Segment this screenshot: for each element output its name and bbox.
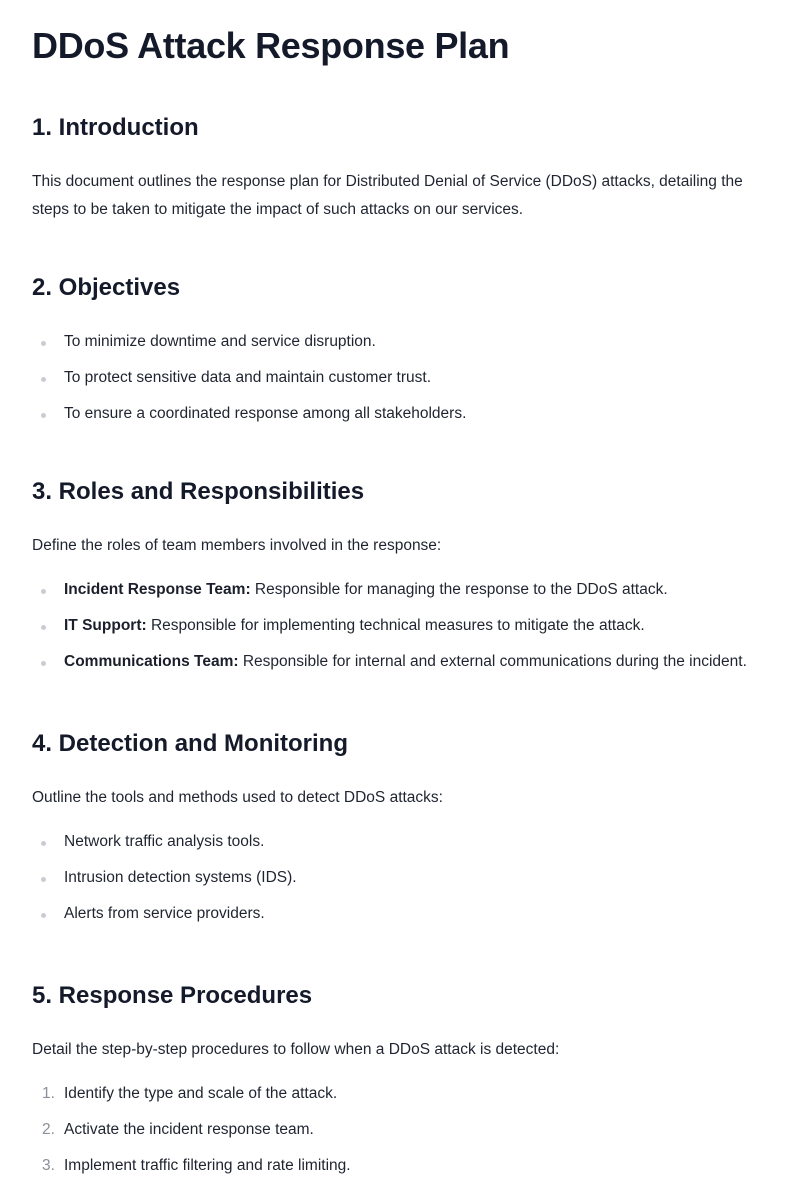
section-heading: 4. Detection and Monitoring: [32, 730, 348, 757]
role-description: Responsible for managing the response to the DDoS attack.: [250, 581, 668, 598]
list-item: [32, 616, 768, 636]
section-heading: 2. Objectives: [32, 274, 181, 301]
section-procedures: [32, 980, 768, 1192]
section-heading: 5. Response Procedures: [32, 982, 313, 1009]
role-term: Communications Team:: [64, 653, 239, 670]
section-roles: [32, 476, 768, 688]
list-item: [32, 1156, 768, 1176]
list-item: [32, 580, 768, 600]
roles-intro: Define the roles of team members involved in the response:: [32, 537, 442, 554]
objectives-list: [32, 332, 768, 424]
list-item: To ensure a coordinated response among all stakeholders.: [32, 404, 768, 424]
step-text: Identify the type and scale of the attack.: [64, 1085, 338, 1102]
intro-paragraph: This document outlines the response plan for Distributed Denial of Service (DDoS) attacks, detailing the steps to be taken to mitigate the impact of such attacks on our services.: [32, 173, 743, 218]
list-item: [32, 652, 768, 672]
list-item: Alerts from service providers.: [32, 904, 768, 924]
roles-list: [32, 580, 768, 672]
section-detection: [32, 728, 768, 940]
list-item: To protect sensitive data and maintain customer trust.: [32, 368, 768, 388]
section-heading: 1. Introduction: [32, 114, 199, 141]
step-number: 2.: [42, 1121, 55, 1138]
list-item: Network traffic analysis tools.: [32, 832, 768, 852]
procedures-list: [32, 1084, 768, 1176]
detection-intro: Outline the tools and methods used to detect DDoS attacks:: [32, 789, 443, 806]
step-number: 3.: [42, 1157, 55, 1174]
role-description: Responsible for internal and external communications during the incident.: [238, 653, 747, 670]
list-item: To minimize downtime and service disruption.: [32, 332, 768, 352]
detection-list: [32, 832, 768, 924]
list-item: [32, 1084, 768, 1104]
role-term: IT Support:: [64, 617, 147, 634]
step-text: Implement traffic filtering and rate limiting.: [64, 1157, 351, 1174]
list-item: [32, 1120, 768, 1140]
document-title: DDoS Attack Response Plan: [32, 25, 510, 66]
section-introduction: [32, 112, 768, 224]
role-term: Incident Response Team:: [64, 581, 251, 598]
list-item: Intrusion detection systems (IDS).: [32, 868, 768, 888]
step-text: Activate the incident response team.: [64, 1121, 314, 1138]
step-number: 1.: [42, 1085, 55, 1102]
role-description: Responsible for implementing technical measures to mitigate the attack.: [146, 617, 645, 634]
procedures-intro: Detail the step-by-step procedures to follow when a DDoS attack is detected:: [32, 1041, 560, 1058]
section-objectives: [32, 272, 768, 440]
section-heading: 3. Roles and Responsibilities: [32, 478, 365, 505]
